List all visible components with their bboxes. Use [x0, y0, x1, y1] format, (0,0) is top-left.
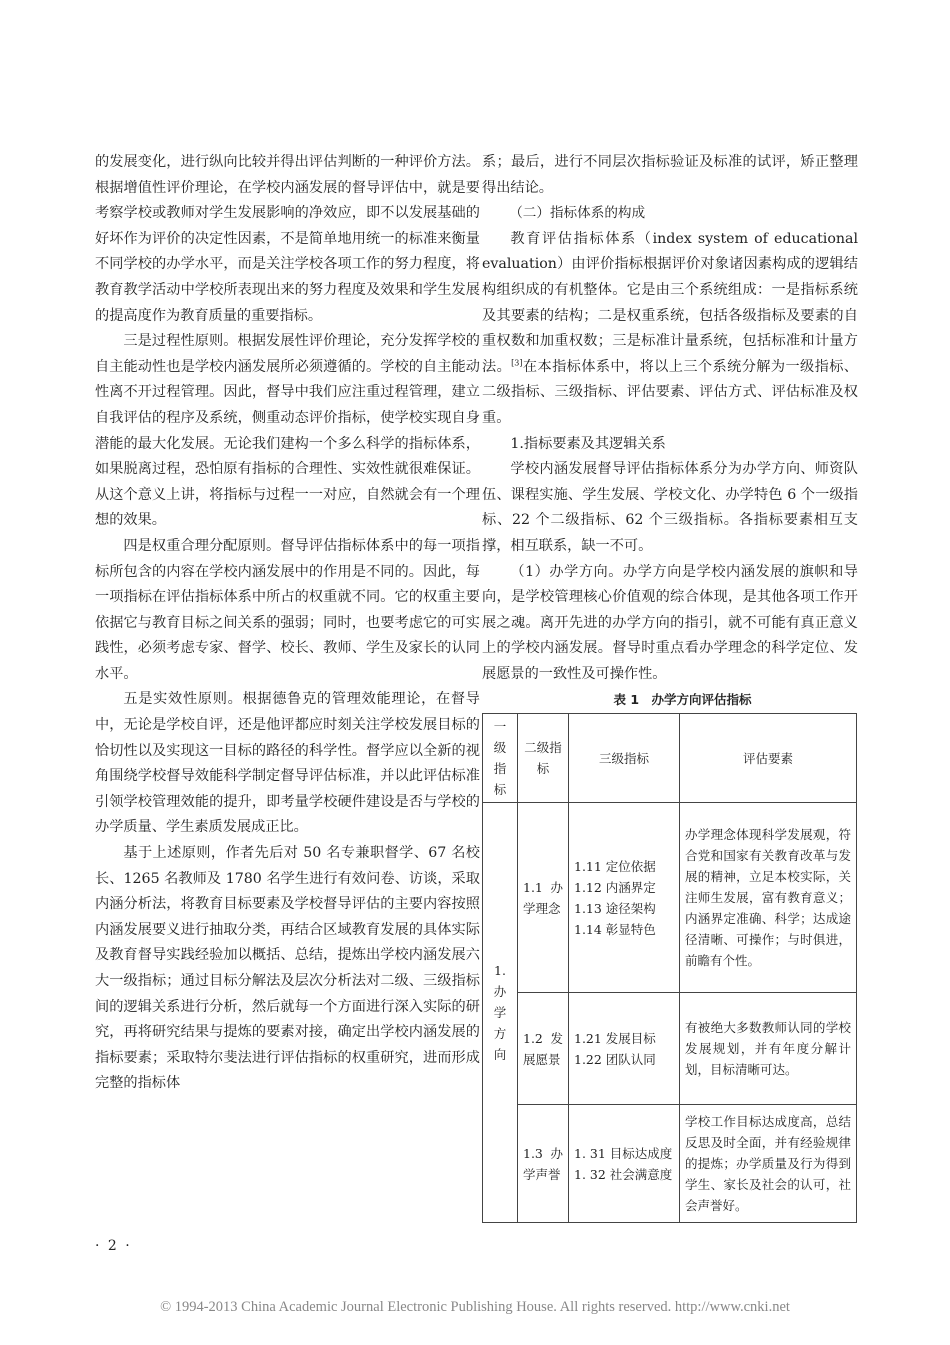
- copyright-footer: © 1994-2013 China Academic Journal Electronic Publishing House. All rights reserved. http://www.cnki.net: [160, 1299, 790, 1315]
- header-elements: 评估要素: [680, 714, 857, 803]
- table-header-row: [483, 714, 857, 803]
- citation-ref: [3]: [511, 358, 523, 368]
- paragraph: 四是权重合理分配原则。督导评估指标体系中的每一项指标所包含的内容在学校内涵发展中的作用是不同的。因此，每一项指标在评估指标体系中所占的权重就不同。它的权重主要依据它与教育目标之间关系的强弱；同时，也要考虑它的可实践性，必须考虑专家、督学、校长、教师、学生及家长的认同水平。: [95, 537, 480, 682]
- cell-elements: 有被绝大多数教师认同的学校发展规划，并有年度分解计划，目标清晰可达。: [680, 993, 857, 1105]
- cell-level2: 1.1 办学理念: [518, 803, 569, 993]
- level3-item: 1.14 彰显特色: [574, 921, 656, 937]
- cell-level3: [569, 803, 680, 993]
- table-row: [483, 993, 857, 1105]
- header-level3: 三级指标: [569, 714, 680, 803]
- evaluation-table: [482, 713, 857, 1223]
- table-row: [483, 1105, 857, 1223]
- page-number: · 2 ·: [95, 1238, 132, 1254]
- level3-item: 1. 31 目标达成度: [574, 1145, 673, 1161]
- level3-item: 1.11 定位依据: [574, 858, 656, 874]
- cell-elements: 办学理念体现科学发展观，符合党和国家有关教育改革与发展的精神，立足本校实际，关注师生发展，富有教育意义；内涵界定准确、科学；达成途径清晰、可操作；与时俱进，前瞻有个性。: [680, 803, 857, 993]
- paragraph: [482, 227, 858, 432]
- level3-item: 1.13 途径架构: [574, 900, 656, 916]
- subsection-heading: 1.指标要素及其逻辑关系: [510, 435, 666, 452]
- paragraph: 的发展变化，进行纵向比较并得出评估判断的一种评价方法。根据增值性评价理论，在学校内涵发展的督导评估中，就是要考察学校或教师对学生发展影响的净效应，即不以发展基础的好坏作为评价的决定性因素，不是简单地用统一的标准来衡量不同学校的办学水平，而是关注学校各项工作的努力程度，将教育教学活动中学校所表现出来的努力程度及效果和学生发展的提高度作为教育质量的重要指标。: [95, 154, 480, 324]
- paragraph: 学校内涵发展督导评估指标体系分为办学方向、师资队伍、课程实施、学生发展、学校文化、办学特色 6 个一级指标、22 个二级指标、62 个三级指标。各指标要素相互支撑，相互联系，缺一不可。: [482, 461, 858, 554]
- level3-item: 1.22 团队认同: [574, 1051, 656, 1067]
- level3-item: 1.21 发展目标: [574, 1030, 656, 1046]
- paragraph: （1）办学方向。办学方向是学校内涵发展的旗帜和导向，是学校管理核心价值观的综合体现，是其他各项工作开展之魂。离开先进的办学方向的指引，就不可能有真正意义上的学校内涵发展。督导时重点看办学理念的科学定位、发展愿景的一致性及可操作性。: [482, 563, 858, 682]
- paragraph: 五是实效性原则。根据德鲁克的管理效能理论，在督导中，无论是学校自评，还是他评都应时刻关注学校发展目标的恰切性以及实现这一目标的路径的科学性。督学应以全新的视角围绕学校督导效能科学制定督导评估标准，并以此评估标准引领学校管理效能的提升，即考量学校硬件建设是否与学校的办学质量、学生素质发展成正比。: [95, 691, 480, 836]
- cell-level1: 1.办学方向: [483, 803, 518, 1223]
- paragraph: 系；最后，进行不同层次指标验证及标准的试评，矫正整理得出结论。: [482, 154, 858, 196]
- cell-level2: 1.3 办学声誉: [518, 1105, 569, 1223]
- paragraph-text: 教育评估指标体系（index system of educational evaluation）由评价指标根据评价对象诸因素构成的逻辑结构组织成的有机整体。它是由三个系统组成：一是指标系统及其要素的结构；二是权重系统，包括各级指标及要素的自重权数和加重权数；三是标准计量系统，包括标准和计量方法。: [482, 230, 858, 375]
- cell-level3: [569, 993, 680, 1105]
- level3-item: 1.12 内涵界定: [574, 879, 656, 895]
- header-level2: 二级指标: [518, 714, 569, 803]
- table-caption: 表 1 办学方向评估指标: [613, 692, 752, 708]
- left-column: [95, 150, 480, 1097]
- cell-level3: [569, 1105, 680, 1223]
- cell-level2: 1.2 发展愿景: [518, 993, 569, 1105]
- paragraph-text: 在本指标体系中，将以上三个系统分解为一级指标、二级指标、三级指标、评估要素、评估方式、评估标准及权重。: [482, 358, 858, 426]
- section-heading: （二）指标体系的构成: [509, 205, 646, 222]
- right-column: [482, 150, 858, 1223]
- table-row: [483, 803, 857, 993]
- level3-item: 1. 32 社会满意度: [574, 1166, 673, 1182]
- paragraph: 基于上述原则，作者先后对 50 名专兼职督学、67 名校长、1265 名教师及 1780 名学生进行有效问卷、访谈，采取内涵分析法，将教育目标要素及学校督导评估的主要内容按照内涵发展要义进行抽取分类，再结合区域教育发展的具体实际及教育督导实践经验加以概括、总结，提炼出学校内涵发展六大一级指标；通过目标分解法及层次分析法对二级、三级指标间的逻辑关系进行分析，然后就每一个方面进行深入实际的研究，再将研究结果与提炼的要素对接，确定出学校内涵发展的指标要素；采取特尔斐法进行评估指标的权重研究，进而形成完整的指标体: [95, 845, 480, 1092]
- paragraph: 三是过程性原则。根据发展性评价理论，充分发挥学校的自主能动性也是学校内涵发展所必须遵循的。学校的自主能动性离不开过程管理。因此，督导中我们应注重过程管理，建立自我评估的程序及系统，侧重动态评价指标，使学校实现自身潜能的最大化发展。无论我们建构一个多么科学的指标体系，如果脱离过程，恐怕原有指标的合理性、实效性就很难保证。从这个意义上讲，将指标与过程一一对应，自然就会有一个理想的效果。: [95, 333, 480, 529]
- header-level1: 一级指标: [483, 714, 518, 803]
- cell-elements: 学校工作目标达成度高，总结反思及时全面，并有经验规律的提炼；办学质量及行为得到学生、家长及社会的认可，社会声誉好。: [680, 1105, 857, 1223]
